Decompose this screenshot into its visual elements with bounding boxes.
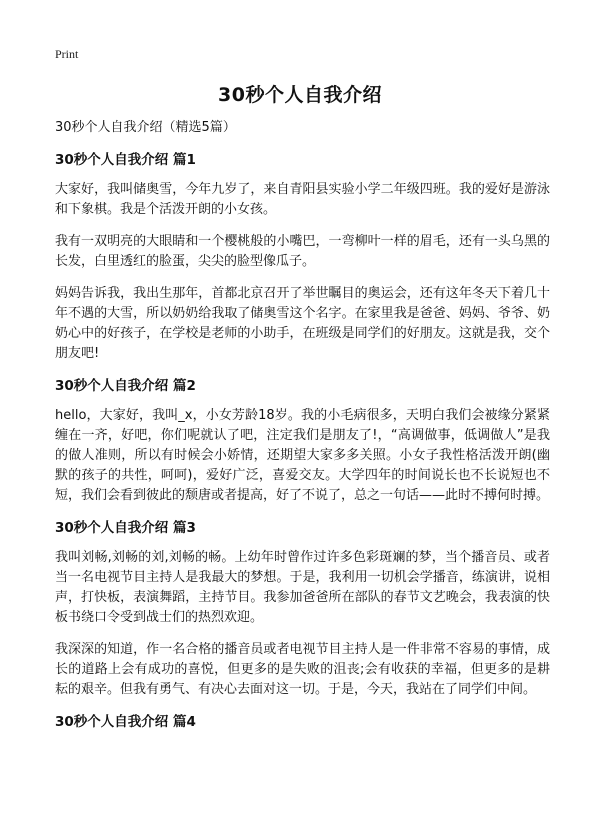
section-4 bbox=[55, 712, 550, 732]
paragraph: hello，大家好，我叫_x，小女芳龄18岁。我的小毛病很多，天明白我们会被缘分紧紧缠在一齐，好吧，你们呢就认了吧，注定我们是朋友了!，“高调做事，低调做人”是我的做人准则，所以有时候会小娇情，还期望大家多多关照。小女子我性格活泼开朗(幽默的孩子的共性，呵呵)，爱好广泛，喜爱交友。大学四年的时间说长也不长说短也不短，我们会看到彼此的颓唐或者提高，好了不说了，总之一句话——此时不搏何时搏。 bbox=[55, 408, 550, 503]
section-heading: 30秒个人自我介绍 篇2 bbox=[55, 378, 196, 394]
paragraph: 大家好，我叫储奥雪，今年九岁了，来自青阳县实验小学二年级四班。我的爱好是游泳和下象棋。我是个活泼开朗的小女孩。 bbox=[55, 182, 550, 217]
section-heading: 30秒个人自我介绍 篇3 bbox=[55, 520, 196, 536]
paragraph: 我深深的知道，作一名合格的播音员或者电视节目主持人是一件非常不容易的事情，成长的道路上会有成功的喜悦，但更多的是失败的沮丧;会有收获的幸福，但更多的是耕耘的艰辛。但我有勇气、有决心去面对这一切。于是，今天，我站在了同学们中间。 bbox=[55, 642, 550, 697]
section-heading: 30秒个人自我介绍 篇4 bbox=[55, 714, 196, 730]
section-3 bbox=[55, 518, 550, 700]
page-title: 30秒个人自我介绍 bbox=[218, 84, 382, 106]
document-subtitle: 30秒个人自我介绍（精选5篇） bbox=[55, 120, 236, 135]
section-2 bbox=[55, 376, 550, 506]
paragraph: 我叫刘畅,刘畅的刘,刘畅的畅。上幼年时曾作过许多色彩斑斓的梦，当个播音员、或者当一名电视节目主持人是我最大的梦想。于是，我利用一切机会学播音，练演讲，说相声，打快板，表演舞蹈，主持节目。我参加爸爸所在部队的春节文艺晚会，我表演的快板书绕口令受到战士们的热烈欢迎。 bbox=[55, 550, 550, 625]
document-body bbox=[55, 118, 550, 742]
section-heading: 30秒个人自我介绍 篇1 bbox=[55, 152, 196, 168]
paragraph: 我有一双明亮的大眼睛和一个樱桃般的小嘴巴，一弯柳叶一样的眉毛，还有一头乌黑的长发，白里透红的脸蛋，尖尖的脸型像瓜子。 bbox=[55, 234, 550, 269]
print-link[interactable]: Print bbox=[55, 47, 79, 61]
section-1 bbox=[55, 150, 550, 364]
paragraph: 妈妈告诉我，我出生那年，首都北京召开了举世瞩目的奥运会，还有这年冬天下着几十年不遇的大雪，所以奶奶给我取了储奥雪这个名字。在家里我是爸爸、妈妈、爷爷、奶奶心中的好孩子，在学校是老师的小助手，在班级是同学们的好朋友。这就是我，交个朋友吧! bbox=[55, 286, 550, 361]
